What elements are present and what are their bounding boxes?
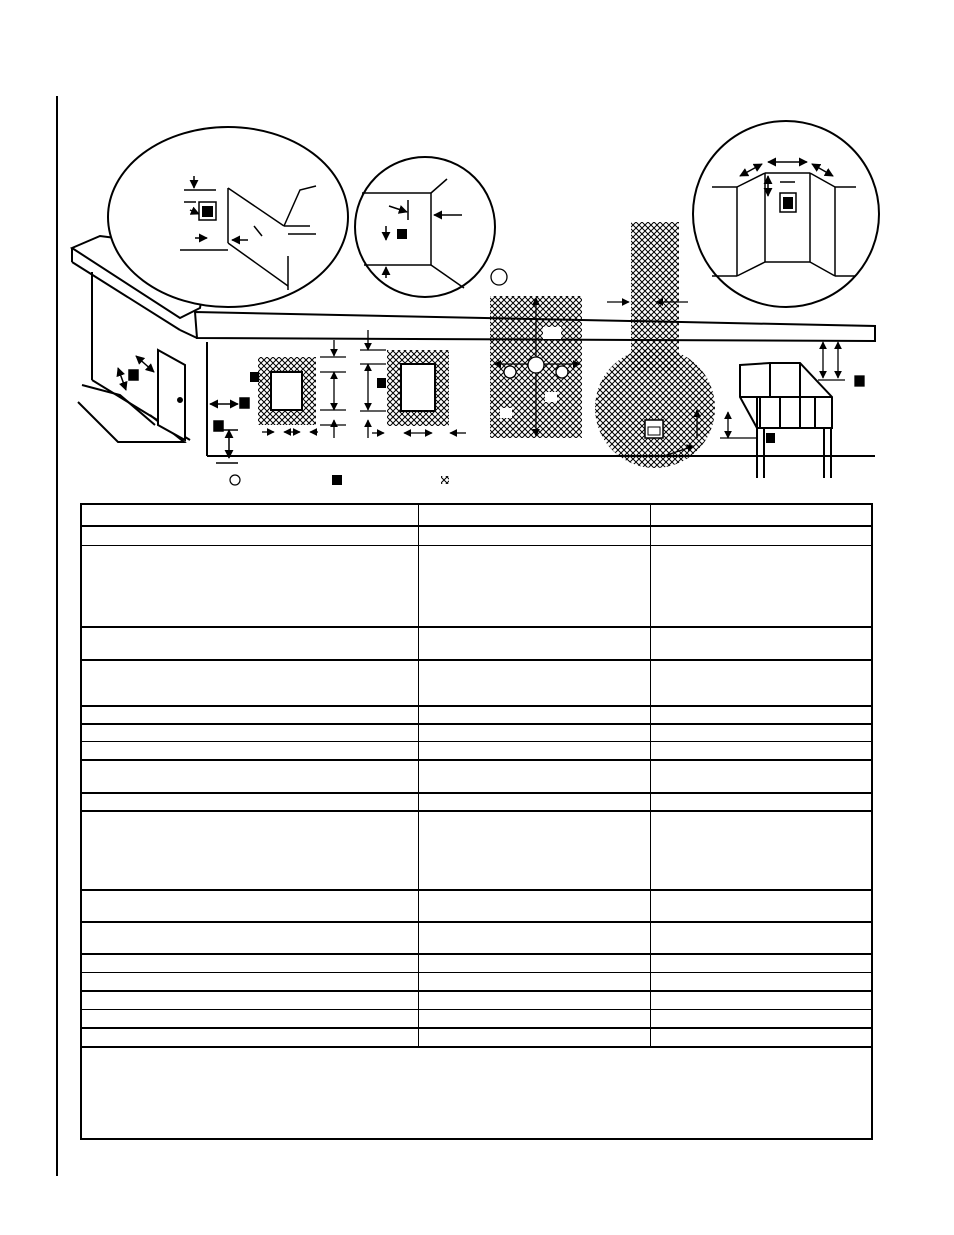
vent-clearance-diagram: [0, 0, 954, 500]
table-row: [82, 761, 871, 794]
clearance-table: [80, 503, 873, 1140]
door: [158, 350, 185, 440]
legend-hatch-symbol: [441, 476, 449, 484]
legend-circle-symbol: [230, 475, 240, 485]
table-row: [82, 923, 871, 955]
door-clearance-arrows: [118, 356, 154, 390]
regulator-hatched-zone: [490, 269, 582, 438]
table-row: [82, 527, 871, 546]
soffit-arrows: [818, 342, 864, 386]
table-row: [82, 891, 871, 923]
window-1-hatched-zone: [250, 357, 316, 425]
table-row: [82, 992, 871, 1010]
table-row: [82, 707, 871, 725]
window-2-hatched-zone: [377, 350, 449, 426]
table-row: [82, 973, 871, 992]
table-row: [82, 628, 871, 661]
table-row: [82, 794, 871, 812]
table-row: [82, 661, 871, 707]
figure-legend: [230, 475, 449, 485]
table-row: [82, 742, 871, 761]
table-row: [82, 1029, 871, 1048]
legend-square-symbol: [332, 475, 342, 485]
table-row: [82, 546, 871, 628]
table-header-row: [82, 505, 871, 527]
detail-eave-bubble: [108, 127, 348, 307]
detail-alcove-bubble: [693, 121, 879, 307]
table-row: [82, 812, 871, 891]
table-row: [82, 955, 871, 973]
deck-porch: [720, 363, 832, 478]
table-row: [82, 1010, 871, 1029]
table-row: [82, 725, 871, 742]
corner-clearance-arrows: [210, 398, 249, 463]
detail-inside-corner-bubble: [355, 157, 495, 297]
table-notes: [82, 1048, 871, 1138]
vent-hatched-keyhole: [595, 222, 715, 468]
